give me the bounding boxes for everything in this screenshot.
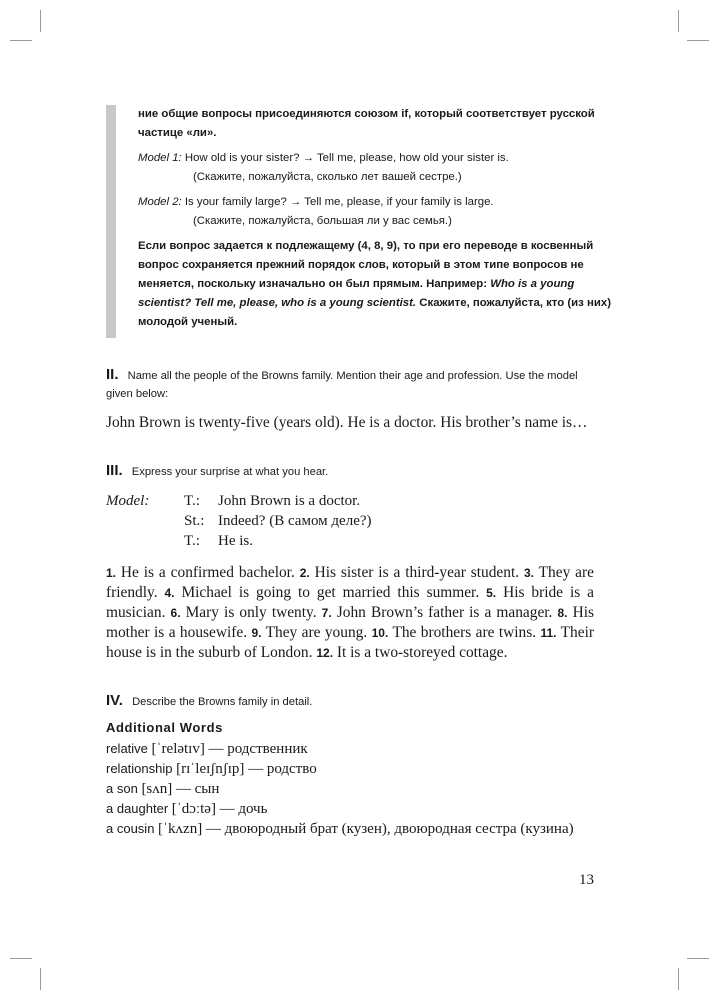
crop-mark: [10, 40, 32, 41]
dialogue-line: John Brown is a doctor.: [218, 493, 361, 509]
crop-mark: [40, 10, 41, 32]
sentence-number: 2.: [299, 566, 310, 580]
model-1: [138, 149, 630, 187]
dialogue-speaker: T.:: [184, 533, 200, 549]
word-entry: [106, 819, 594, 839]
sentence-number: 12.: [316, 646, 334, 660]
note-intro: ние общие вопросы присоединяются союзом if, который соответствует русской частице «ли».: [138, 108, 595, 139]
word-english: relationship: [106, 761, 173, 776]
task-3-sentences: [106, 563, 594, 663]
task-4-heading: [106, 692, 594, 711]
sentence-number: 9.: [251, 626, 262, 640]
model-2-russian: (Скажите, пожалуйста, большая ли у вас семья.): [193, 215, 452, 227]
dialogue-line: He is.: [218, 533, 253, 549]
word-phonetic: [rɪˈleɪʃnʃɪp]: [176, 761, 245, 777]
task-2-heading: [106, 366, 594, 403]
rule-example-english: Who is a young scientist? Tell me, please, who is a young scientist.: [138, 278, 575, 309]
grammar-note: [106, 105, 630, 338]
model-2: [138, 193, 630, 231]
word-english: a cousin: [106, 821, 155, 836]
task-2: [106, 366, 594, 433]
model-1-russian: (Скажите, пожалуйста, сколько лет вашей сестре.): [193, 171, 462, 183]
model-1-label: Model 1:: [138, 152, 182, 164]
note-rule: [138, 237, 630, 332]
sentence-number: 5.: [486, 586, 497, 600]
crop-mark: [687, 40, 709, 41]
task-4-instruction: Describe the Browns family in detail.: [132, 696, 313, 708]
task-3-instruction: Express your surprise at what you hear.: [131, 466, 329, 478]
crop-mark: [678, 10, 679, 32]
task-4-number: IV.: [106, 692, 123, 709]
sentence-number: 1.: [106, 566, 117, 580]
word-entry: [106, 759, 594, 779]
sentence: Michael is going to get married this summer.: [181, 584, 480, 601]
word-phonetic: [ˈrelətɪv]: [151, 741, 205, 757]
sentence-number: 3.: [524, 566, 535, 580]
word-translation: — дочь: [219, 801, 268, 817]
word-translation: — родственник: [208, 741, 308, 757]
dialogue-speaker: T.:: [184, 493, 200, 509]
model-1-english: How old is your sister? → Tell me, please, how old your sister is.: [184, 152, 509, 164]
sentence: His sister is a third-year student.: [314, 564, 520, 581]
model-2-english: Is your family large? → Tell me, please, if your family is large.: [184, 196, 494, 208]
word-translation: — двоюродный брат (кузен), двоюродная сестра (кузина): [205, 821, 574, 837]
sentence-number: 6.: [170, 606, 181, 620]
sentence: He is a confirmed bachelor.: [120, 564, 295, 581]
crop-mark: [40, 968, 41, 990]
task-3: [106, 462, 594, 663]
rule-text: Если вопрос задается к подлежащему (4, 8, 9), то при его переводе в косвенный вопрос сохраняется прежний порядок слов, который в этом типе вопросов не меняется, поскольку изначально он был прямым. Например:: [138, 240, 594, 290]
dialogue-speaker: St.:: [184, 513, 205, 529]
sentence: They are friendly.: [106, 564, 594, 601]
sentence-number: 8.: [557, 606, 568, 620]
word-english: relative: [106, 741, 148, 756]
sentence: It is a two-storeyed cottage.: [336, 644, 508, 661]
sentence-number: 4.: [164, 586, 175, 600]
sentence-number: 10.: [371, 626, 389, 640]
word-entry: [106, 799, 594, 819]
task-3-heading: [106, 462, 594, 481]
sentence: The brothers are twins.: [392, 624, 537, 641]
word-phonetic: [ˈdɔːtə]: [171, 801, 216, 817]
word-phonetic: [ˈkʌzn]: [158, 821, 203, 837]
word-entry: [106, 779, 594, 799]
word-entry: [106, 739, 594, 759]
word-english: a daughter: [106, 801, 169, 816]
dialogue-line: Indeed? (В самом деле?): [218, 513, 372, 529]
sentence-number: 7.: [321, 606, 332, 620]
sentence: They are young.: [265, 624, 368, 641]
sentence: Their house is in the suburb of London.: [106, 624, 594, 661]
additional-words-title: Additional Words: [106, 720, 223, 735]
word-english: a son: [106, 781, 138, 796]
crop-mark: [687, 958, 709, 959]
task-4: [106, 692, 594, 711]
model-2-label: Model 2:: [138, 196, 182, 208]
rule-example-russian: Скажите, пожалуйста, кто (из них) молодой ученый.: [138, 297, 611, 328]
page-number: 13: [579, 872, 594, 888]
task-2-instruction: Name all the people of the Browns family. Mention their age and profession. Use the model given below:: [106, 370, 578, 400]
task-3-model: [106, 491, 594, 551]
word-translation: — родство: [248, 761, 317, 777]
task-2-number: II.: [106, 366, 119, 383]
sentence: Mary is only twenty.: [185, 604, 317, 621]
additional-words: [106, 720, 594, 839]
sentence: His bride is a musician.: [106, 584, 594, 621]
task-2-model-text: John Brown is twenty-five (years old). He is a doctor. His brother’s name is…: [106, 414, 588, 431]
word-translation: — сын: [175, 781, 220, 797]
task-3-number: III.: [106, 462, 123, 479]
word-phonetic: [sʌn]: [141, 781, 173, 797]
sentence: John Brown’s father is a manager.: [336, 604, 553, 621]
crop-mark: [678, 968, 679, 990]
model-label: Model:: [106, 493, 150, 509]
word-list: [106, 739, 594, 839]
crop-mark: [10, 958, 32, 959]
sentence: His mother is a housewife.: [106, 604, 594, 641]
sentence-number: 11.: [540, 626, 557, 640]
